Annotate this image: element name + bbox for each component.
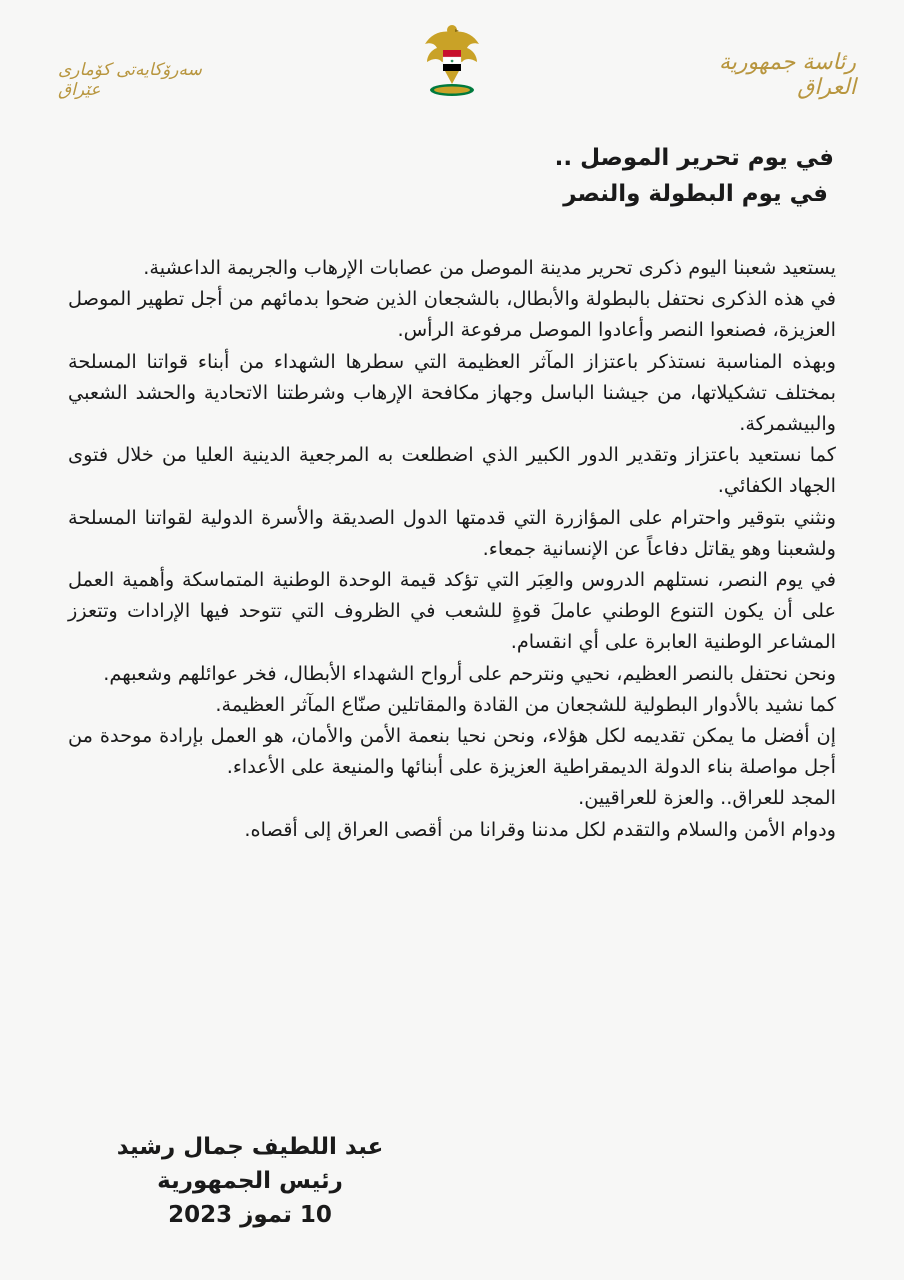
- statement-title: [274, 140, 834, 212]
- paragraph: وبهذه المناسبة نستذكر باعتزاز المآثر العظيمة التي سطرها الشهداء من أبناء قواتنا المسلحة بمختلف تشكيلاتها، من جيشنا الباسل وجهاز مكافحة الإرهاب وشرطتنا الاتحادية والحشد الشعبي والبيشمركة.: [68, 349, 836, 436]
- iraq-eagle-emblem-icon: [421, 20, 483, 102]
- title-line-2: في يوم البطولة والنصر: [563, 181, 828, 207]
- svg-text:✱: ✱: [450, 58, 454, 64]
- paragraph: المجد للعراق.. والعزة للعراقيين.: [578, 786, 836, 810]
- presidency-kurdish-logo: سەرۆکایەتی کۆماری عێراق: [58, 60, 202, 100]
- title-line-1: في يوم تحرير الموصل ..: [554, 145, 834, 171]
- paragraph: يستعيد شعبنا اليوم ذكرى تحرير مدينة الموصل من عصابات الإرهاب والجريمة الداعشية.: [143, 256, 836, 279]
- paragraph: ونحن نحتفل بالنصر العظيم، نحيي ونترحم على أرواح الشهداء الأبطال، فخر عوائلهم وشعبهم.: [103, 661, 836, 685]
- paragraph: في هذه الذكرى نحتفل بالبطولة والأبطال، بالشجعان الذين ضحوا بدمائهم من أجل تطهير الموصل العزيزة، فصنعوا النصر وأعادوا الموصل مرفوعة الرأس.: [68, 287, 836, 342]
- paragraph: إن أفضل ما يمكن تقديمه لكل هؤلاء، ونحن نحيا بنعمة الأمن والأمان، هو العمل بإرادة موحدة من أجل مواصلة بناء الدولة الديمقراطية العزيزة على أبنائها والمنيعة على الأعداء.: [68, 724, 836, 779]
- signatory-name: عبد اللطيف جمال رشيد: [116, 1134, 384, 1160]
- paragraph: كما نستعيد باعتزاز وتقدير الدور الكبير الذي اضطلعت به المرجعية الدينية العليا من خلال فتوى الجهاد الكفائي.: [68, 443, 836, 498]
- paragraph: ونثني بتوقير واحترام على المؤازرة التي قدمتها الدول الصديقة والأسرة الدولية لقواتنا المسلحة ولشعبنا وهو يقاتل دفاعاً عن الإنسانية جمعاء.: [68, 505, 836, 560]
- presidency-arabic-logo: رئاسة جمهورية العراق: [718, 50, 856, 100]
- statement-date: 10 تموز 2023: [168, 1202, 332, 1228]
- paragraph: ودوام الأمن والسلام والتقدم لكل مدننا وقرانا من أقصى العراق إلى أقصاه.: [244, 817, 836, 841]
- statement-body: [68, 252, 836, 845]
- letterhead: [0, 0, 904, 110]
- signature-block: [100, 1130, 400, 1232]
- signatory-role: رئيس الجمهورية: [157, 1168, 343, 1194]
- paragraph: في يوم النصر، نستلهم الدروس والعِبَر التي تؤكد قيمة الوحدة الوطنية المتماسكة وأهمية العمل على أن يكون التنوع الوطني عاملَ قوةٍ للشعب في الظروف التي تتوحد فيها الإرادات وتتعزز المشاعر الوطنية العابرة على أي انقسام.: [68, 568, 836, 654]
- paragraph: كما نشيد بالأدوار البطولية للشجعان من القادة والمقاتلين صنّاع المآثر العظيمة.: [215, 692, 836, 716]
